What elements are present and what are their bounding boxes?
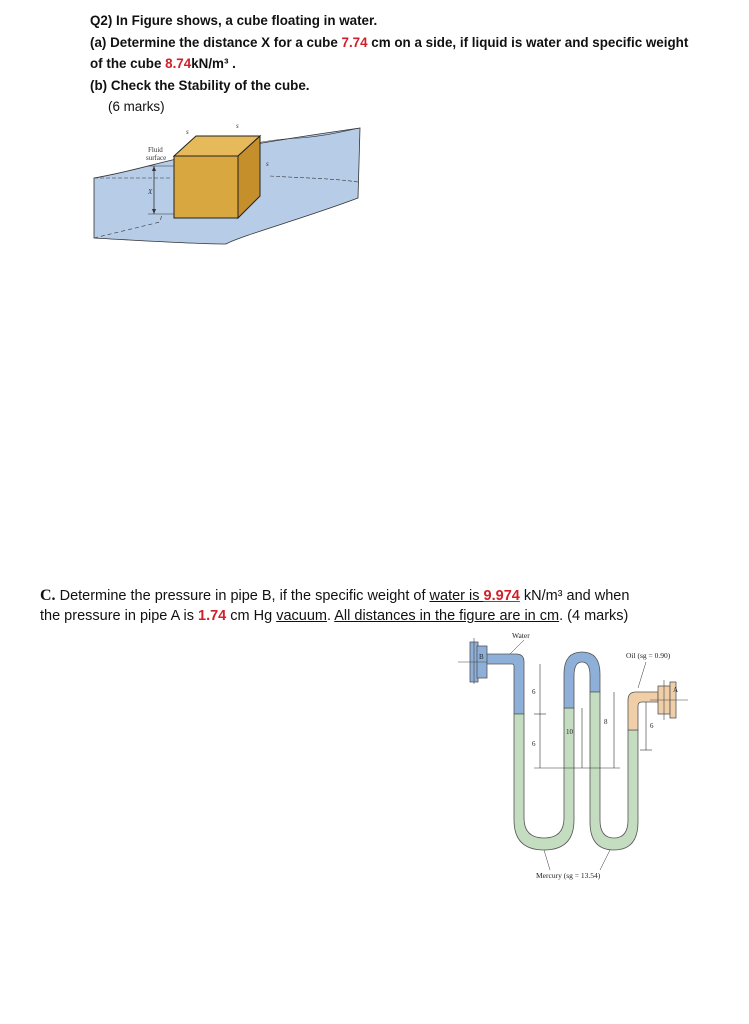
dim-10: 10: [566, 728, 573, 736]
surface-label: surface: [146, 154, 167, 162]
manometer-figure: [450, 628, 710, 883]
s-label-front: s: [186, 128, 189, 136]
x-label: X: [148, 188, 153, 196]
floating-cube-figure: [90, 122, 365, 252]
oil-leader: [638, 662, 646, 688]
part-c-line1: C. Determine the pressure in pipe B, if the specific weight of water is 9.974 kN/m³ and when: [40, 587, 630, 604]
question-2: [90, 10, 730, 118]
cube-side-value: 7.74: [341, 34, 368, 50]
pipe-b-label: B: [479, 653, 484, 661]
cube-weight-value: 8.74: [165, 56, 192, 71]
dim-6-upper: 6: [532, 688, 536, 696]
q2-title: Q2) In Figure shows, a cube floating in water.: [90, 13, 378, 28]
cube-front-face: [174, 156, 238, 218]
pressure-a-value: 1.74: [198, 608, 227, 624]
mercury-label: Mercury (sg = 13.54): [536, 871, 601, 880]
q2-part-b: (b) Check the Stability of the cube.: [90, 77, 310, 93]
s-label-side: s: [266, 160, 269, 168]
water-leader: [510, 640, 524, 654]
dim-8: 8: [604, 718, 608, 726]
q2-marks: (6 marks): [108, 99, 165, 114]
water-label: Water: [512, 631, 530, 640]
mercury-leader-right: [600, 850, 610, 870]
oil-leg: [628, 692, 658, 730]
s-label-top: s: [236, 122, 239, 130]
water-connector: [487, 654, 524, 714]
dim-6-oil: 6: [650, 722, 654, 730]
water-weight-value: 9.974: [483, 588, 520, 604]
fluid-label: Fluid: [148, 146, 163, 154]
part-c-line2: the pressure in pipe A is 1.74 cm Hg vacuum. All distances in the figure are in cm. (4 marks): [40, 608, 629, 624]
oil-label: Oil (sg = 0.90): [626, 651, 671, 660]
part-c-question: [40, 586, 720, 626]
q2-part-a-line2: of the cube 8.74kN/m³ .: [90, 56, 236, 71]
dim-6-lower: 6: [532, 740, 536, 748]
mercury-left-leg: [514, 708, 574, 850]
mercury-leader-left: [544, 850, 550, 870]
q2-part-a-line1: (a) Determine the distance X for a cube 7.74 cm on a side, if liquid is water and specific weight: [90, 34, 689, 50]
pipe-a-label: A: [673, 686, 679, 694]
